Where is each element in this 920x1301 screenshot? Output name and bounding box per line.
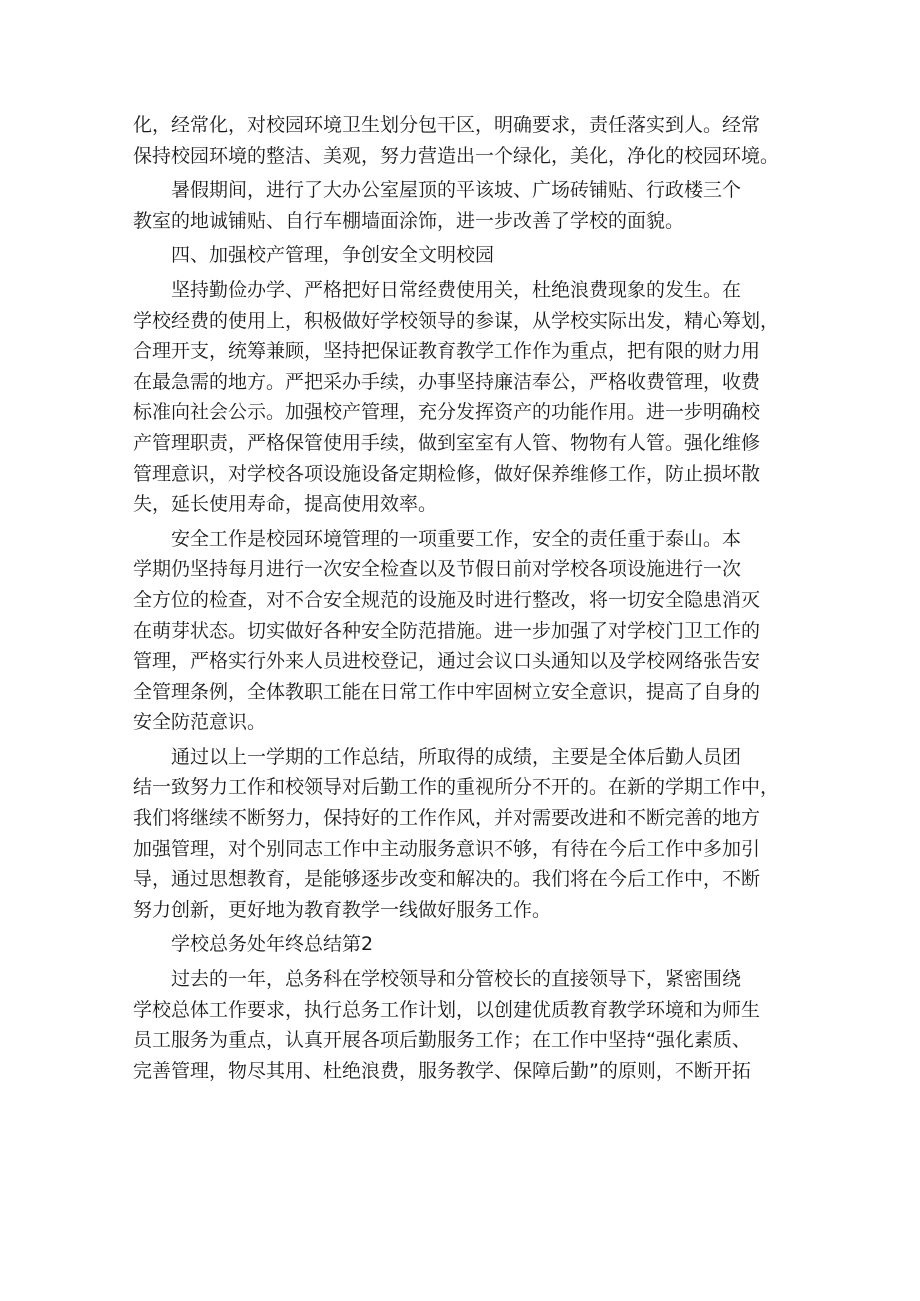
text-line: 全管理条例，全体教职工能在日常工作中牢固树立安全意识，提高了自身的	[133, 680, 761, 703]
section-heading-asset-safety	[133, 240, 793, 271]
document-page	[133, 110, 793, 1086]
text-line: 保持校园环境的整洁、美观，努力营造出一个绿化，美化，净化的校园环境。	[133, 144, 780, 167]
text-line: 失，延长使用寿命，提高使用效率。	[133, 493, 438, 516]
text-line: 暑假期间，进行了大办公室屋顶的平该坡、广场砖铺贴、行政楼三个	[171, 179, 742, 202]
section-title-part-2	[133, 929, 793, 960]
text-line: 在萌芽状态。切实做好各种安全防范措施。进一步加强了对学校门卫工作的	[133, 619, 761, 642]
text-line: 员工服务为重点，认真开展各项后勤服务工作；在工作中坚持“强化素质、	[133, 1029, 751, 1052]
paragraph-campus-hygiene	[133, 110, 793, 171]
text-line: 通过以上一学期的工作总结，所取得的成绩，主要是全体后勤人员团	[171, 745, 742, 768]
text-line: 在最急需的地方。严把采办手续，办事坚持廉洁奉公，严格收费管理，收费	[133, 370, 761, 393]
text-line: 我们将继续不断努力，保持好的工作作风，并对需要改进和不断完善的地方	[133, 807, 761, 830]
text-line: 结一致努力工作和校领导对后勤工作的重视所分不开的。在新的学期工作中，	[133, 776, 780, 799]
text-line: 化，经常化，对校园环境卫生划分包干区，明确要求，责任落实到人。经常	[133, 114, 761, 136]
text-line: 安全工作是校园环境管理的一项重要工作，安全的责任重于泰山。本	[171, 527, 742, 550]
text-line: 坚持勤俭办学、严格把好日常经费使用关，杜绝浪费现象的发生。在	[171, 278, 742, 301]
text-line: 学校经费的使用上，积极做好学校领导的参谋，从学校实际出发，精心筹划，	[133, 309, 780, 332]
heading-line: 四、加强校产管理，争创安全文明校园	[171, 244, 495, 267]
text-line: 努力创新，更好地为教育教学一线做好服务工作。	[133, 898, 552, 921]
text-line: 标准向社会公示。加强校产管理，充分发挥资产的功能作用。进一步明确校	[133, 401, 761, 424]
paragraph-summary	[133, 742, 793, 926]
text-line: 过去的一年，总务科在学校领导和分管校长的直接领导下，紧密围绕	[171, 968, 742, 991]
paragraph-thrift	[133, 275, 793, 520]
paragraph-safety	[133, 524, 793, 738]
text-line: 全方位的检查，对不合安全规范的设施及时进行整改，将一切安全隐患消灭	[133, 588, 761, 611]
paragraph-past-year	[133, 964, 793, 1086]
paragraph-summer-works	[133, 175, 793, 236]
text-line: 管理意识，对学校各项设施设备定期检修，做好保养维修工作，防止损坏散	[133, 462, 761, 485]
text-line: 教室的地诚铺贴、自行车棚墙面涂饰，进一步改善了学校的面貌。	[133, 209, 685, 232]
heading-line: 学校总务处年终总结第2	[171, 933, 374, 956]
text-line: 管理，严格实行外来人员进校登记，通过会议口头通知以及学校网络张告安	[133, 650, 761, 673]
text-line: 合理开支，统筹兼顾，坚持把保证教育教学工作作为重点，把有限的财力用	[133, 340, 761, 363]
text-line: 加强管理，对个别同志工作中主动服务意识不够，有待在今后工作中多加引	[133, 837, 761, 860]
text-line: 安全防范意识。	[133, 711, 267, 734]
text-line: 产管理职责，严格保管使用手续，做到室室有人管、物物有人管。强化维修	[133, 431, 761, 454]
text-line: 学期仍坚持每月进行一次安全检查以及节假日前对学校各项设施进行一次	[133, 558, 742, 581]
text-line: 导，通过思想教育，是能够逐步改变和解决的。我们将在今后工作中，不断	[133, 868, 761, 891]
text-line: 学校总体工作要求，执行总务工作计划，以创建优质教育教学环境和为师生	[133, 998, 761, 1021]
text-line: 完善管理，物尽其用、杜绝浪费，服务教学、保障后勤”的原则，不断开拓	[133, 1059, 751, 1082]
